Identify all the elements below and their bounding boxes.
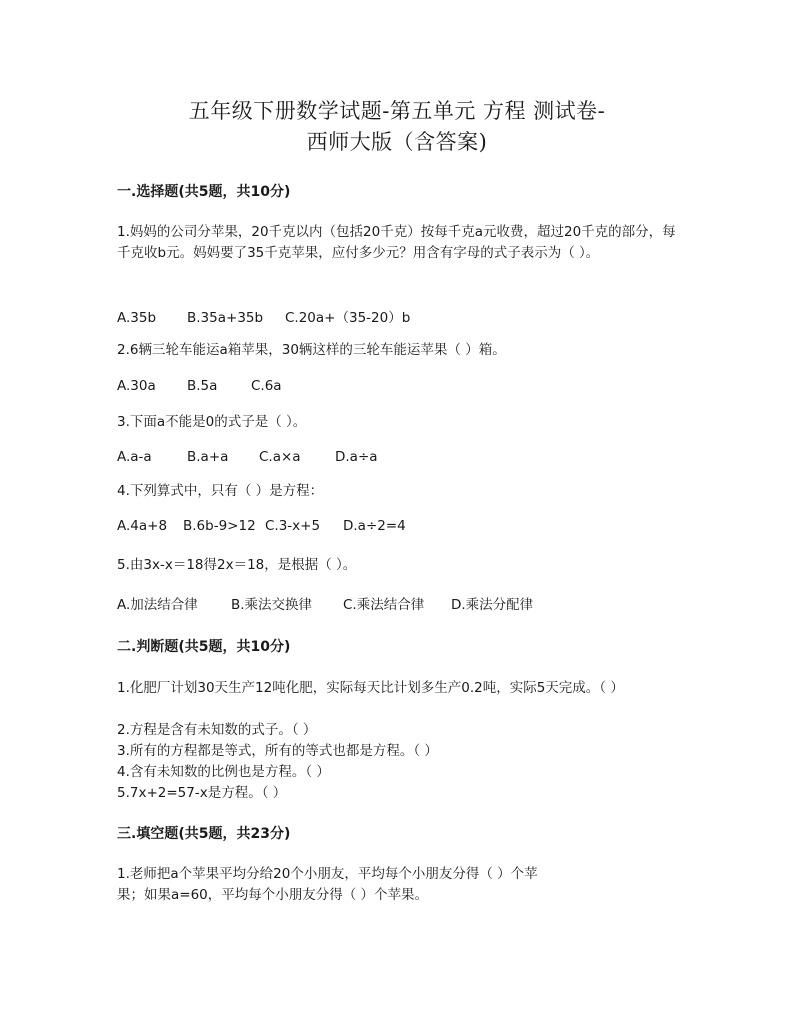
section-heading-choice: 一.选择题(共5题，共10分) [117,184,291,200]
option-d: D.乘法分配律 [451,597,534,613]
question-2-options [117,378,282,394]
section-heading-fill: 三.填空题(共5题，共23分) [117,826,291,842]
option-d: D.a÷a [335,449,378,465]
option-d: D.a÷2=4 [343,518,406,534]
judgement-item-5: 5.7x+2=57-x是方程。（ ） [117,785,287,801]
option-b: B.5a [187,378,218,394]
judgement-item-2: 2.方程是含有未知数的式子。（ ） [117,722,317,738]
option-a: A.30a [117,378,156,394]
page-title-line1: 五年级下册数学试题-第五单元 方程 测试卷- [188,99,606,123]
question-3-options [117,449,378,465]
question-5-options [117,593,533,613]
fill-item-1: 1.老师把a个苹果平均分给20个小朋友，平均每个小朋友分得（ ）个苹果；如果a=60，平均每个小朋友分得（ ）个苹果。 [117,866,538,903]
question-1-options [117,306,410,326]
option-a: A.加法结合律 [117,597,198,613]
page-title-line2: 西师大版（含答案) [306,130,488,154]
question-4-options [117,518,406,534]
option-c: C.乘法结合律 [343,597,425,613]
judgement-item-4: 4.含有未知数的比例也是方程。（ ） [117,764,330,780]
option-c: C.a×a [259,449,301,465]
question-3: 3.下面a不能是0的式子是（ ）。 [117,414,307,430]
question-5: 5.由3x-x＝18得2x＝18，是根据（ ）。 [117,557,357,573]
option-b: B.a+a [187,449,229,465]
section-heading-judgement: 二.判断题(共5题，共10分) [117,639,291,655]
question-2: 2.6辆三轮车能运a箱苹果，30辆这样的三轮车能运苹果（ ）箱。 [117,342,506,358]
option-a: A.a-a [117,449,152,465]
judgement-item-3: 3.所有的方程都是等式，所有的等式也都是方程。（ ） [117,743,438,759]
option-c: C.3-x+5 [265,518,321,534]
option-b: B.乘法交换律 [231,597,313,613]
option-c: C.6a [251,378,282,394]
judgement-item-1: 1.化肥厂计划30天生产12吨化肥，实际每天比计划多生产0.2吨，实际5天完成。（ ） [117,680,624,696]
question-4: 4.下列算式中，只有（ ）是方程： [117,483,324,499]
option-a: A.4a+8 [117,518,168,534]
option-c: C.20a+（35-20）b [285,310,411,326]
option-b: B.6b-9>12 [183,518,256,534]
option-b: B.35a+35b [187,310,264,326]
question-1: 1.妈妈的公司分苹果，20千克以内（包括20千克）按每千克a元收费，超过20千克的部分，每千克收b元。妈妈要了35千克苹果，应付多少元？用含有字母的式子表示为（ ）。 [117,224,676,261]
option-a: A.35b [117,310,157,326]
